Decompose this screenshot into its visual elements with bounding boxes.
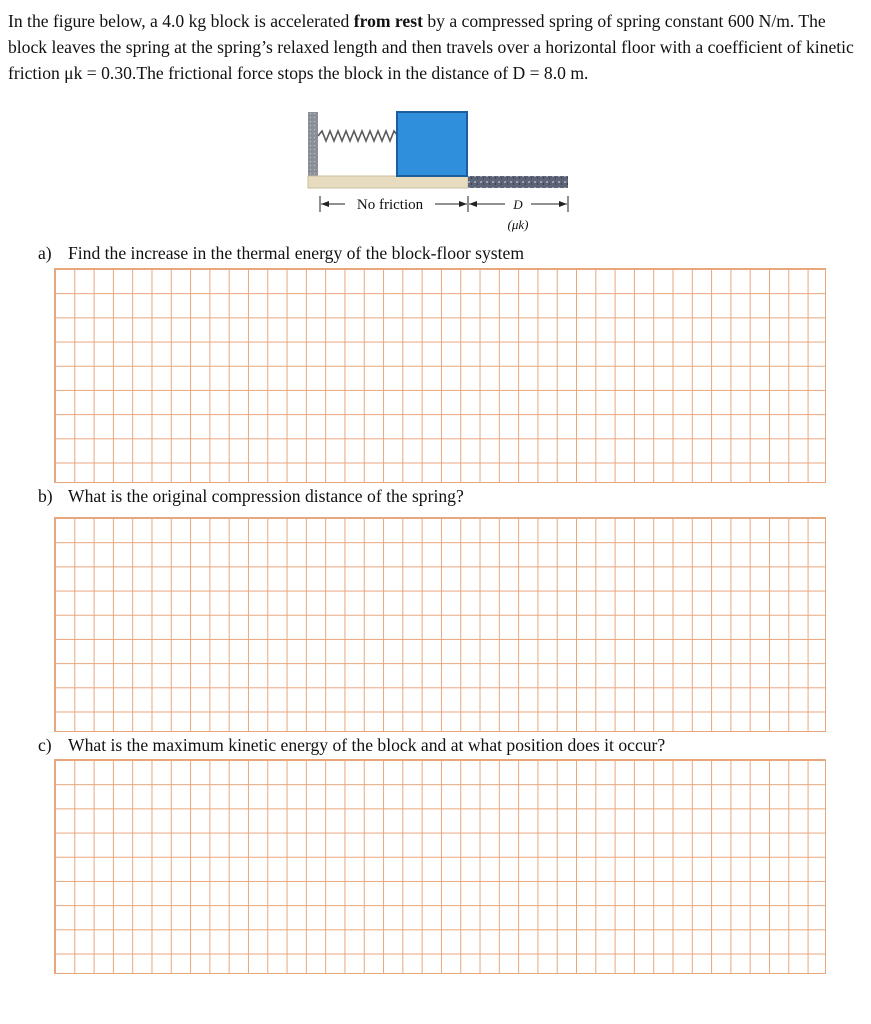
spring	[318, 131, 398, 141]
wall	[308, 112, 318, 176]
question-c-text: What is the maximum kinetic energy of the block and at what position does it occur?	[68, 735, 666, 755]
question-a-label: a)	[38, 243, 52, 263]
frictionless-floor	[308, 176, 468, 188]
arrowhead-right	[559, 201, 567, 207]
problem-intro-part1: In the figure below, a 4.0 kg block is accelerated	[8, 11, 354, 31]
arrowhead-left	[321, 201, 329, 207]
mu-label: (μk)	[507, 217, 529, 232]
arrowhead-mid-right	[469, 201, 477, 207]
spring-block-figure	[305, 108, 575, 236]
figure-drawing	[305, 108, 575, 236]
question-b	[38, 485, 464, 507]
question-c-label: c)	[38, 735, 52, 755]
question-a	[38, 242, 524, 264]
answer-grid-b[interactable]	[54, 517, 826, 732]
question-a-text: Find the increase in the thermal energy of the block-floor system	[68, 243, 525, 263]
answer-grid-c[interactable]	[54, 759, 826, 974]
d-label: D	[513, 197, 523, 212]
question-c	[38, 734, 665, 756]
question-b-label: b)	[38, 486, 53, 506]
friction-floor	[468, 176, 568, 188]
arrowhead-mid-left	[459, 201, 467, 207]
problem-intro-bold: from rest	[353, 11, 423, 31]
question-b-text: What is the original compression distance of the spring?	[68, 486, 464, 506]
problem-intro-part2: by a compressed spring of spring constant 600 N/m. The block leaves the spring at the spring’s relaxed length and then travels over a horizontal floor with a coefficient of kinetic friction μk = 0.30.The frictional force stops the block in the distance of D = 8.0 m.	[8, 11, 854, 83]
block	[397, 112, 467, 176]
problem-statement	[8, 8, 864, 86]
answer-grid-a[interactable]	[54, 268, 826, 483]
no-friction-label: No friction	[356, 197, 424, 213]
